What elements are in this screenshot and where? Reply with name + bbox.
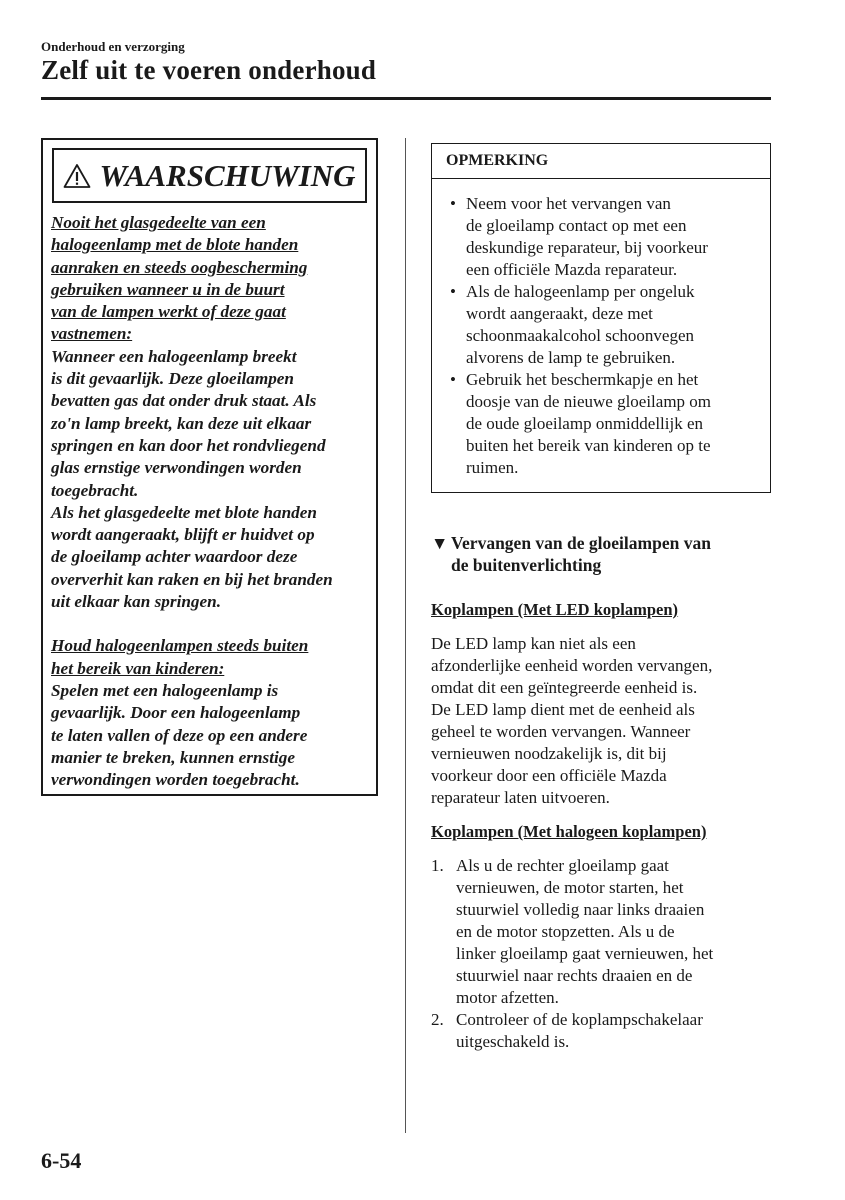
text-line: buiten het bereik van kinderen op te (466, 436, 711, 455)
text-line: Gebruik het beschermkapje en het (466, 370, 699, 389)
text-line: voorkeur door een officiële Mazda (431, 766, 667, 785)
text-line: De LED lamp kan niet als een (431, 634, 636, 653)
text-line: doosje van de nieuwe gloeilamp om (466, 392, 712, 411)
text-line: verwondingen worden toegebracht. (51, 770, 300, 790)
text-line: de oude gloeilamp onmiddellijk en (466, 414, 704, 433)
text-line: uit elkaar kan springen. (51, 592, 222, 612)
column-divider (405, 138, 406, 1133)
halogen-heading: Koplampen (Met halogeen koplampen) (431, 822, 707, 841)
spacer (51, 613, 376, 635)
triangle-down-icon: ▼ (431, 533, 449, 553)
section-label: Onderhoud en verzorging (41, 39, 185, 54)
note-list (432, 179, 770, 479)
step-number: 2. (431, 1010, 444, 1029)
warning-body (51, 212, 376, 791)
text-line: aanraken en steeds oogbescherming (51, 257, 308, 277)
text-line: vastnemen: (51, 324, 133, 344)
warning-block-1-text (51, 346, 376, 614)
text-line: deskundige reparateur, bij voorkeur (466, 238, 708, 257)
bullet-icon: • (450, 194, 456, 213)
text-line: geheel te worden vervangen. Wanneer (431, 722, 691, 741)
text-line: ruimen. (466, 458, 519, 477)
text-line: reparateur laten uitvoeren. (431, 788, 610, 807)
text-line: wordt aangeraakt, blijft er huidvet op (51, 525, 315, 545)
note-item (450, 281, 758, 369)
text-line: Neem voor het vervangen van (466, 194, 671, 213)
bullet-icon: • (450, 370, 456, 389)
text-line: Nooit het glasgedeelte van een (51, 213, 266, 232)
step-number: 1. (431, 856, 444, 875)
page-number: 6-54 (41, 1148, 82, 1173)
text-line: motor afzetten. (456, 988, 559, 1007)
text-line: Houd halogeenlampen steeds buiten (51, 636, 309, 656)
text-line: uitgeschakeld is. (456, 1032, 570, 1051)
section-heading-line: Vervangen van de gloeilampen van (451, 533, 711, 553)
text-line: gebruiken wanneer u in de buurt (51, 279, 285, 299)
text-line: het bereik van kinderen: (51, 658, 225, 678)
text-line: manier te breken, kunnen ernstige (51, 747, 295, 767)
warning-block-2-text (51, 680, 376, 791)
section-heading (431, 532, 776, 576)
halogen-steps (431, 855, 771, 1053)
text-line: Als het glasgedeelte met blote handen (51, 502, 317, 522)
warning-triangle-icon (63, 163, 91, 189)
text-line: een officiële Mazda reparateur. (466, 260, 678, 279)
text-line: zo'n lamp breekt, kan deze uit elkaar (51, 413, 312, 433)
text-line: alvorens de lamp te gebruiken. (466, 348, 676, 367)
text-line: Als u de rechter gloeilamp gaat (456, 856, 669, 875)
text-line: linker gloeilamp gaat vernieuwen, het (456, 944, 714, 963)
warning-header (52, 148, 367, 203)
page-title: Zelf uit te voeren onderhoud (41, 55, 377, 85)
step-item (431, 855, 771, 1009)
text-line: halogeenlamp met de blote handen (51, 235, 299, 255)
title-rule (41, 97, 771, 100)
text-line: vernieuwen, de motor starten, het (456, 878, 684, 897)
text-line: glas ernstige verwondingen worden (51, 458, 302, 478)
note-header: OPMERKING (432, 144, 770, 179)
bullet-icon: • (450, 282, 456, 301)
text-line: De LED lamp dient met de eenheid als (431, 700, 695, 719)
step-item (431, 1009, 771, 1053)
note-box (431, 143, 771, 493)
note-item (450, 193, 758, 281)
text-line: oververhit kan raken en bij het branden (51, 569, 333, 589)
text-line: Als de halogeenlamp per ongeluk (466, 282, 695, 301)
text-line: de gloeilamp contact op met een (466, 216, 687, 235)
text-line: Spelen met een halogeenlamp is (51, 680, 279, 700)
led-paragraph (431, 633, 771, 809)
text-line: en de motor stopzetten. Als u de (456, 922, 675, 941)
text-line: gevaarlijk. Door een halogeenlamp (51, 703, 301, 723)
text-line: stuurwiel naar rechts draaien en de (456, 966, 693, 985)
text-line: van de lampen werkt of deze gaat (51, 302, 286, 322)
text-line: wordt aangeraakt, deze met (466, 304, 653, 323)
warning-title: WAARSCHUWING (99, 157, 356, 193)
text-line: toegebracht. (51, 480, 139, 500)
text-line: springen en kan door het rondvliegend (51, 435, 326, 455)
led-heading: Koplampen (Met LED koplampen) (431, 600, 679, 619)
warning-block-1-heading (51, 212, 376, 346)
text-line: stuurwiel volledig naar links draaien (456, 900, 705, 919)
text-line: omdat dit een geïntegreerde eenheid is. (431, 678, 698, 697)
text-line: vernieuwen noodzakelijk is, dit bij (431, 744, 667, 763)
text-line: afzonderlijke eenheid worden vervangen, (431, 656, 713, 675)
text-line: is dit gevaarlijk. Deze gloeilampen (51, 369, 294, 389)
note-item (450, 369, 758, 479)
text-line: Wanneer een halogeenlamp breekt (51, 346, 297, 366)
text-line: te laten vallen of deze op een andere (51, 725, 308, 745)
warning-block-2-heading (51, 635, 376, 680)
text-line: de gloeilamp achter waardoor deze (51, 547, 298, 567)
text-line: bevatten gas dat onder druk staat. Als (51, 391, 317, 411)
text-line: Controleer of de koplampschakelaar (456, 1010, 703, 1029)
section-heading-line: de buitenverlichting (451, 555, 602, 575)
text-line: schoonmaakalcohol schoonvegen (466, 326, 695, 345)
warning-box (41, 138, 378, 796)
